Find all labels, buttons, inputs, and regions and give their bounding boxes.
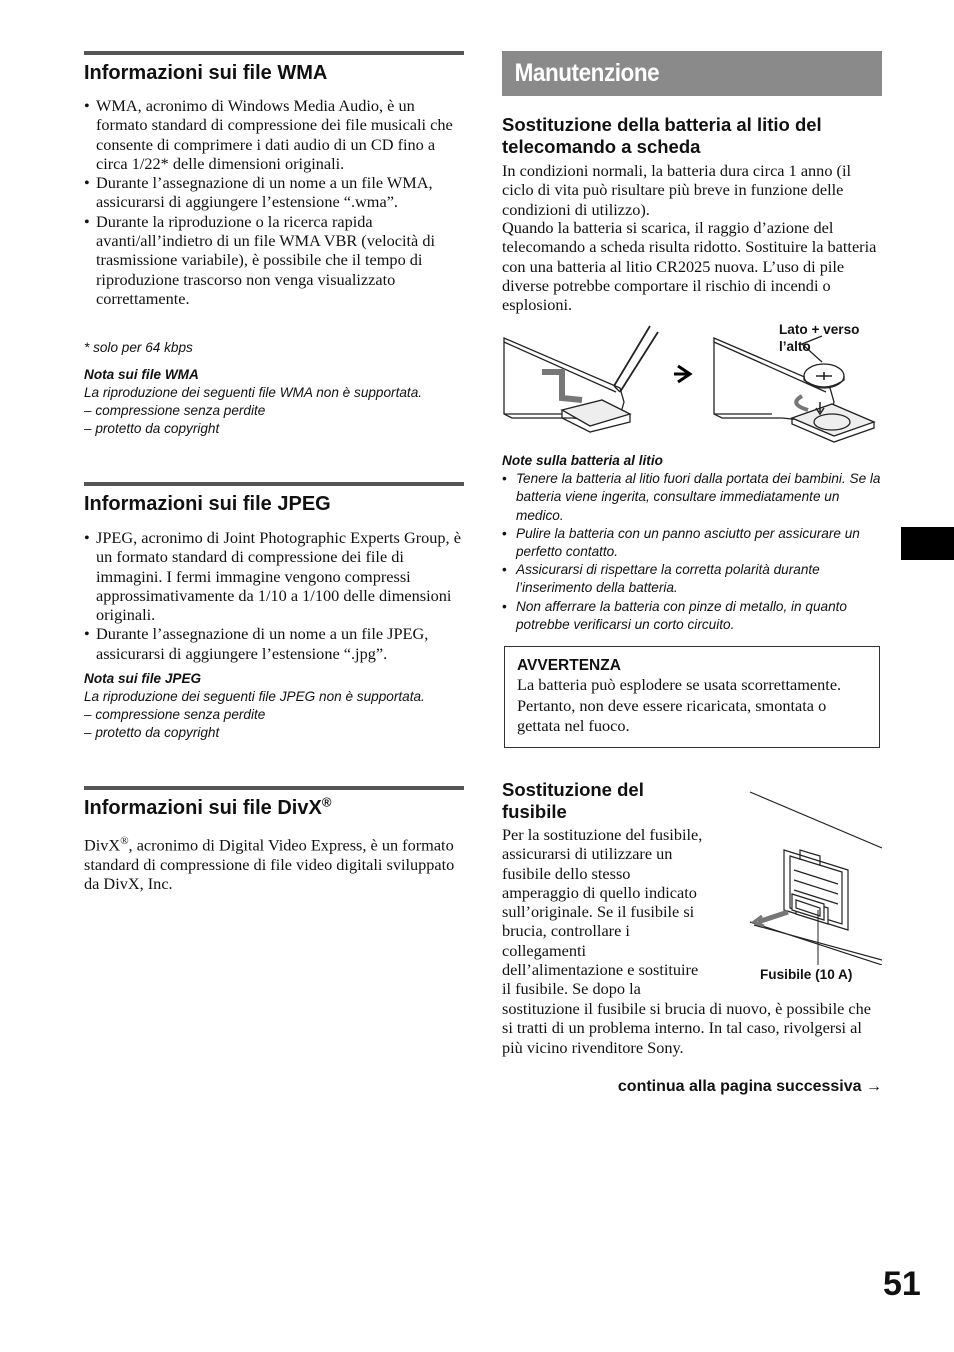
jpeg-heading: Informazioni sui file JPEG	[84, 493, 331, 515]
divx-para-prefix: DivX	[84, 835, 121, 855]
jpeg-note	[84, 670, 464, 742]
wma-bullet-3: • Durante la riproduzione o la ricerca rapida avanti/all’indietro di un file WMA VBR (velocità di trasmissione variabile), è possibile che il tempo di riproduzione trascorso non venga visualizzato correttamente.	[84, 212, 464, 308]
battery-paragraph-1: In condizioni normali, la batteria dura circa 1 anno (il ciclo di vita può risultare più breve in funzione delle condizioni di utilizzo).	[502, 161, 852, 219]
jpeg-note-line-3: – protetto da copyright	[84, 725, 220, 740]
wma-bullet-1: • WMA, acronimo di Windows Media Audio, è un formato standard di compressione dei file musicali che consente di comprimere i dati audio di un CD fino a circa 1/22* delle dimensioni originali.	[84, 96, 464, 173]
wma-note-line-3: – protetto da copyright	[84, 421, 220, 436]
lithium-notes-title: Note sulla batteria al litio	[502, 453, 663, 468]
divx-heading-registered-mark: ®	[321, 794, 332, 810]
battery-figure-label	[779, 321, 859, 355]
fuse-line-3: fusibile dello stesso	[502, 863, 631, 883]
warning-box	[504, 646, 880, 748]
fuse-paragraph-wide: sostituzione il fusibile si brucia di nuovo, è possibile che si tratti di un problema interno. In tal caso, rivolgersi al più vicino rivenditore Sony.	[502, 999, 871, 1057]
lithium-note-1: • Tenere la batteria al litio fuori dalla portata dei bambini. Se la batteria viene ingerita, consultare immediatamente un medico.	[502, 470, 882, 525]
divx-paragraph	[84, 832, 464, 893]
lithium-note-4: • Non afferrare la batteria con pinze di metallo, in quanto potrebbe verificarsi un corto circuito.	[502, 598, 882, 634]
wma-heading: Informazioni sui file WMA	[84, 62, 328, 84]
fuse-line-6: brucia, controllare i	[502, 921, 630, 941]
wma-footnote-text: * solo per 64 kbps	[84, 340, 193, 355]
fuse-line-2: assicurarsi di utilizzare un	[502, 844, 673, 864]
lithium-battery-notes	[502, 452, 882, 634]
lithium-note-2: • Pulire la batteria con un panno asciutto per assicurare un perfetto contatto.	[502, 525, 882, 561]
fuse-line-9: il fusibile. Se dopo la	[502, 979, 641, 999]
fuse-line-4: amperaggio di quello indicato	[502, 882, 697, 902]
jpeg-note-line-2: – compressione senza perdite	[84, 707, 266, 722]
jpeg-note-line-1: La riproduzione dei seguenti file JPEG non è supportata.	[84, 689, 425, 704]
arrow-right-icon	[674, 366, 690, 382]
wma-bullet-2: • Durante l’assegnazione di un nome a un file WMA, assicurarsi di aggiungere l’estensione “.wma”.	[84, 173, 464, 212]
wma-note	[84, 366, 464, 438]
wma-note-title: Nota sui file WMA	[84, 367, 199, 382]
wma-section-header	[84, 51, 464, 85]
divx-section-header	[84, 786, 464, 820]
battery-paragraph-2: Quando la batteria si scarica, il raggio d’azione del telecomando a scheda risulta ridotto. Sostituire la batteria con una batteria al litio CR2025 nuova. L’uso di pile diverse potrebbe comportare il rischio di incendi o esplosioni.	[502, 218, 877, 315]
continue-next-page: continua alla pagina successiva →	[617, 1078, 882, 1095]
divx-para-registered-mark: ®	[120, 835, 129, 847]
wma-bullet-list	[84, 96, 464, 308]
fuse-paragraph-narrow	[502, 825, 742, 999]
fuse-line-7: collegamenti	[502, 940, 587, 960]
battery-figure-label-line-1: Lato + verso	[779, 322, 860, 337]
wma-note-line-2: – compressione senza perdite	[84, 403, 266, 418]
section-thumb-tab	[901, 527, 954, 560]
fuse-illustration	[746, 790, 882, 965]
battery-figure-label-line-2: l’alto	[779, 339, 811, 354]
jpeg-note-title: Nota sui file JPEG	[84, 671, 202, 686]
divx-para-text: , acronimo di Digital Video Express, è un formato standard di compressione di file video digitali sviluppato da DivX, Inc.	[84, 835, 455, 894]
lithium-note-3: • Assicurarsi di rispettare la corretta polarità durante l’inserimento della batteria.	[502, 561, 882, 597]
divx-heading-text: Informazioni sui file DivX	[84, 797, 322, 819]
wma-note-line-1: La riproduzione dei seguenti file WMA non è supportata.	[84, 385, 423, 400]
fuse-heading-line-2: fusibile	[502, 801, 567, 822]
fuse-line-5: sull’originale. Se il fusibile si	[502, 902, 695, 922]
warning-text: La batteria può esplodere se usata scorrettamente. Pertanto, non deve essere ricaricata, smontata o gettata nel fuoco.	[517, 675, 842, 735]
wma-footnote	[84, 339, 464, 357]
jpeg-bullet-list	[84, 528, 464, 663]
fuse-line-1: Per la sostituzione del fusibile,	[502, 825, 703, 844]
manutenzione-banner	[502, 51, 882, 96]
fuse-line-8: dell’alimentazione e sostituire	[502, 960, 699, 980]
fuse-heading-line-1: Sostituzione del	[502, 779, 644, 800]
battery-heading: Sostituzione della batteria al litio del telecomando a scheda	[502, 114, 822, 157]
jpeg-bullet-1: • JPEG, acronimo di Joint Photographic Experts Group, è un formato standard di compressione dei file di immagini. I fermi immagine vengono compressi approssimativamente da 1/10 a 1/100 delle dimensioni originali.	[84, 528, 464, 624]
jpeg-bullet-2: • Durante l’assegnazione di un nome a un file JPEG, assicurarsi di aggiungere l’estensione “.jpg”.	[84, 624, 464, 663]
banner-title: Manutenzione	[514, 59, 660, 87]
fuse-figure-label: Fusibile (10 A)	[760, 967, 853, 982]
jpeg-section-header	[84, 482, 464, 516]
fuse-heading	[502, 779, 742, 823]
warning-title: AVVERTENZA	[517, 657, 621, 674]
divx-heading	[84, 790, 464, 820]
page-number: 51	[883, 1265, 921, 1303]
